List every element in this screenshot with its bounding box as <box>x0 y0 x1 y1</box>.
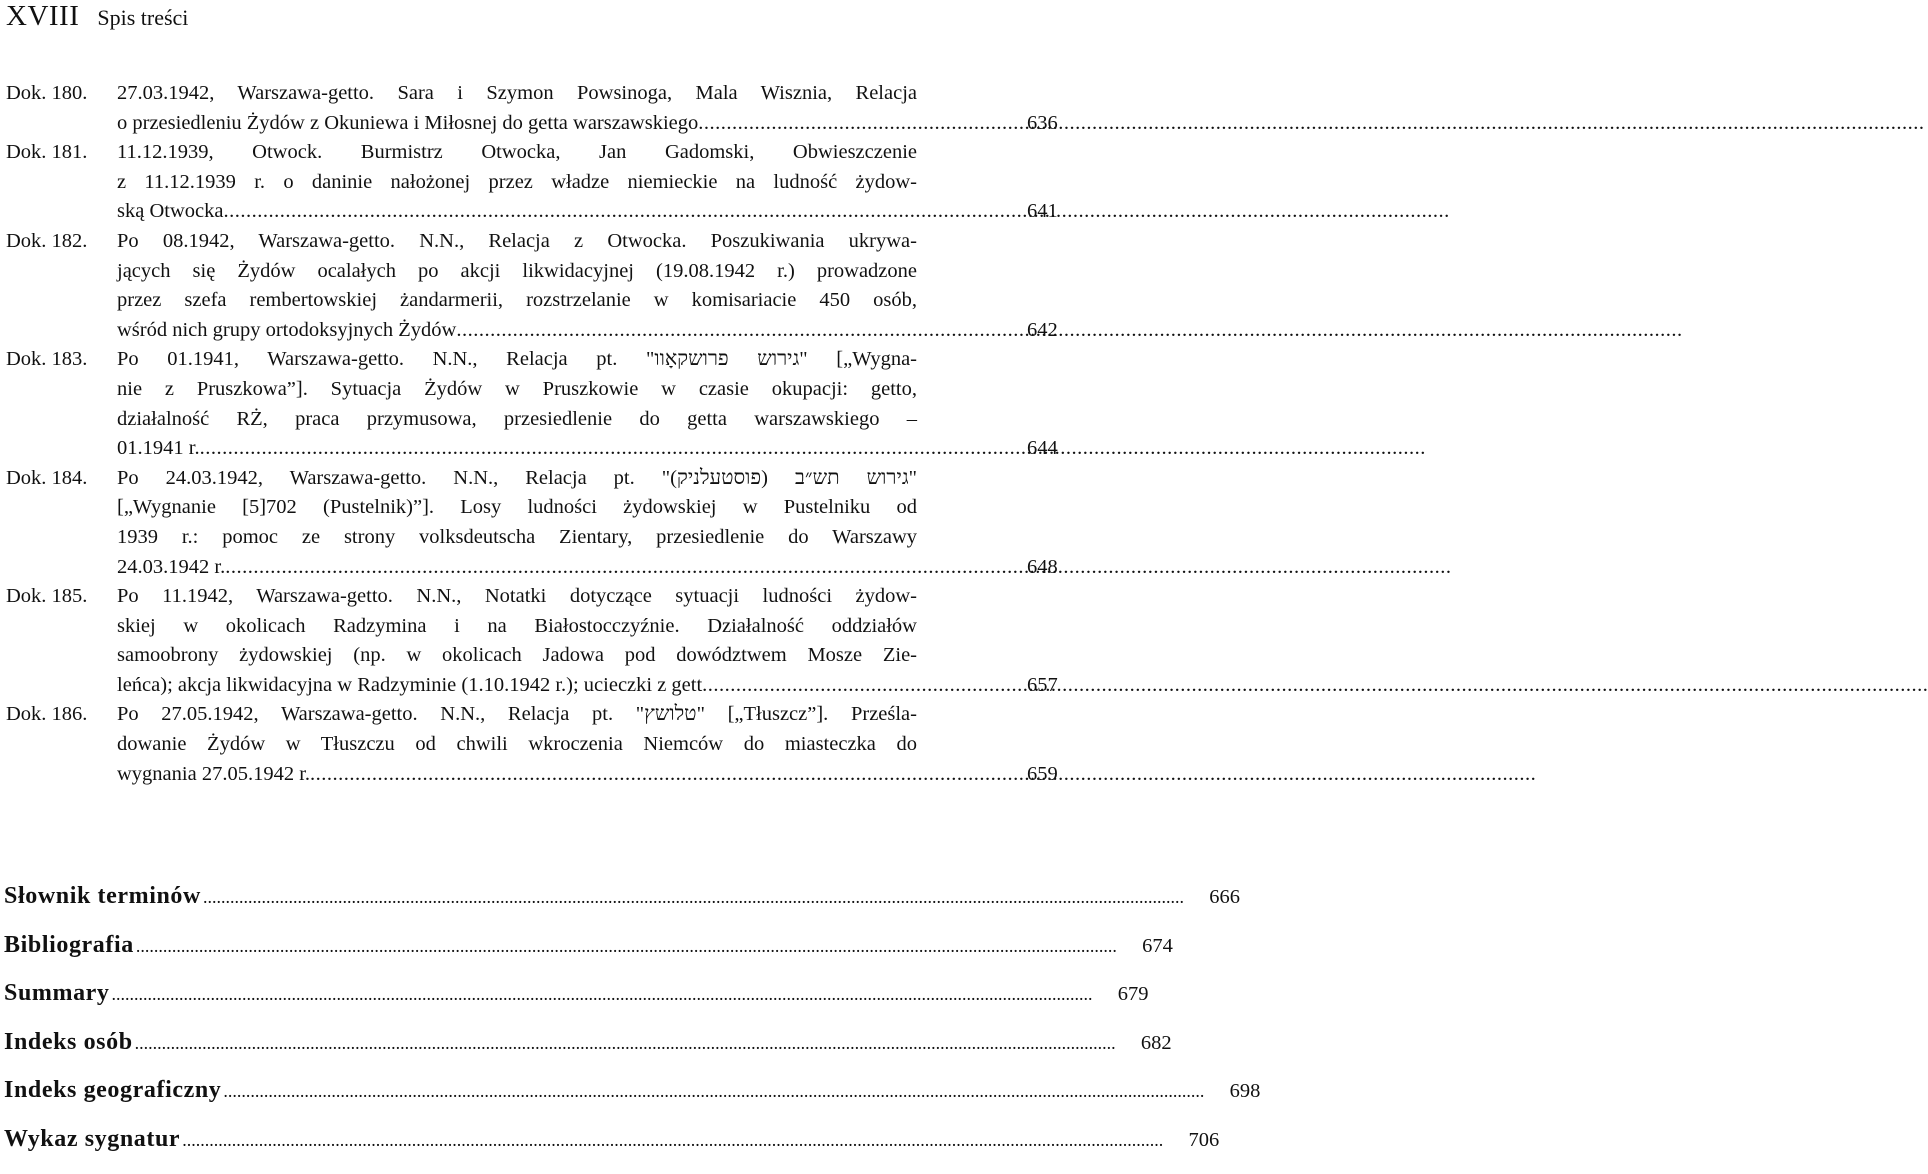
entry-line: nie z Pruszkowa”]. Sytuacja Żydów w Pruszkowie w czasie okupacji: getto, <box>117 375 917 405</box>
entry-number: Dok. 180. <box>6 79 117 138</box>
entry-page-number: 642 <box>1027 316 1058 346</box>
entry-line-text: ską Otwocka <box>117 197 223 227</box>
entry-line: działalność RŻ, praca przymusowa, przesiedlenie do getta warszawskiego – <box>117 405 917 435</box>
entry-description <box>117 79 917 138</box>
toc-entry[interactable] <box>6 582 960 700</box>
entry-description <box>117 138 917 227</box>
dot-leader <box>223 1081 1204 1102</box>
entry-line-text: 24.03.1942 r. <box>117 553 225 583</box>
entry-line: 11.12.1939, Otwock. Burmistrz Otwocka, Jan Gadomski, Obwieszczenie <box>117 138 917 168</box>
section-title: Indeks geograficzny <box>4 1077 221 1104</box>
toc-section[interactable] <box>4 980 960 1029</box>
entry-line <box>117 109 917 139</box>
dot-leader <box>112 984 1093 1005</box>
dot-leader <box>223 197 1449 227</box>
section-title: Bibliografia <box>4 932 134 959</box>
entry-number: Dok. 181. <box>6 138 117 227</box>
entry-line-text: 01.1941 r. <box>117 434 200 464</box>
toc-section[interactable] <box>4 1077 960 1126</box>
dot-leader <box>310 760 1536 790</box>
toc-section[interactable] <box>4 883 960 932</box>
entry-line <box>117 434 917 464</box>
entry-line: Po 27.05.1942, Warszawa-getto. N.N., Relacja pt. "טלושץ" [„Tłuszcz”]. Prześla- <box>117 700 917 730</box>
entry-description <box>117 700 917 789</box>
entry-description <box>117 464 917 582</box>
entry-number: Dok. 184. <box>6 464 117 582</box>
section-page-number: 706 <box>1173 1129 1219 1152</box>
entry-description <box>117 345 917 463</box>
entry-number: Dok. 185. <box>6 582 117 700</box>
dot-leader <box>182 1130 1163 1151</box>
entry-line <box>117 553 917 583</box>
entry-line <box>117 760 917 790</box>
section-title: Summary <box>4 980 110 1007</box>
toc-entry[interactable] <box>6 138 960 227</box>
page-header <box>6 0 188 40</box>
section-title: Wykaz sygnatur <box>4 1126 180 1153</box>
toc-entry[interactable] <box>6 79 960 138</box>
toc-entry[interactable] <box>6 700 960 789</box>
dot-leader <box>225 553 1451 583</box>
entry-description <box>117 582 917 700</box>
entry-line: Po 01.1941, Warszawa-getto. N.N., Relacja pt. "גירוש פרושקאָוו" [„Wygna- <box>117 345 917 375</box>
entry-page-number: 641 <box>1027 197 1058 227</box>
section-title: Indeks osób <box>4 1029 133 1056</box>
toc-section[interactable] <box>4 1126 960 1174</box>
entry-line-text: wśród nich grupy ortodoksyjnych Żydów <box>117 316 456 346</box>
entry-line: Po 11.1942, Warszawa-getto. N.N., Notatki dotyczące sytuacji ludności żydow- <box>117 582 917 612</box>
entry-line: z 11.12.1939 r. o daninie nałożonej przez władze niemieckie na ludność żydow- <box>117 168 917 198</box>
entry-line: dowanie Żydów w Tłuszczu od chwili wkroczenia Niemców do miasteczka do <box>117 730 917 760</box>
dot-leader <box>698 109 1924 139</box>
toc-section[interactable] <box>4 1029 960 1078</box>
toc-entry[interactable] <box>6 345 960 463</box>
section-page-number: 679 <box>1103 983 1149 1006</box>
section-page-number: 682 <box>1126 1032 1172 1055</box>
dot-leader <box>136 936 1117 957</box>
section-title: Słownik terminów <box>4 883 201 910</box>
entry-page-number: 644 <box>1027 434 1058 464</box>
section-page-number: 674 <box>1127 935 1173 958</box>
dot-leader <box>702 671 1928 701</box>
toc-entry[interactable] <box>6 227 960 345</box>
entry-number: Dok. 182. <box>6 227 117 345</box>
dot-leader <box>135 1033 1116 1054</box>
document-entries-list <box>6 79 960 789</box>
entry-number: Dok. 183. <box>6 345 117 463</box>
toc-section[interactable] <box>4 932 960 981</box>
entry-line <box>117 316 917 346</box>
section-page-number: 666 <box>1194 886 1240 909</box>
entry-line-text: wygnania 27.05.1942 r. <box>117 760 310 790</box>
entry-page-number: 648 <box>1027 553 1058 583</box>
section-page-number: 698 <box>1214 1080 1260 1103</box>
page-number-roman: XVIII <box>6 0 79 33</box>
entry-line: przez szefa rembertowskiej żandarmerii, rozstrzelanie w komisariacie 450 osób, <box>117 286 917 316</box>
entry-line: Po 08.1942, Warszawa-getto. N.N., Relacja z Otwocka. Poszukiwania ukrywa- <box>117 227 917 257</box>
entry-line: Po 24.03.1942, Warszawa-getto. N.N., Relacja pt. "גירוש תש״ב (פוסטעלניק)" <box>117 464 917 494</box>
entry-number: Dok. 186. <box>6 700 117 789</box>
entry-line: 27.03.1942, Warszawa-getto. Sara i Szymon Powsinoga, Mala Wisznia, Relacja <box>117 79 917 109</box>
entry-line: 1939 r.: pomoc ze strony volksdeutscha Zientary, przesiedlenie do Warszawy <box>117 523 917 553</box>
entry-description <box>117 227 917 345</box>
entry-line: [„Wygnanie [5]702 (Pustelnik)”]. Losy ludności żydowskiej w Pustelniku od <box>117 493 917 523</box>
entry-line: samoobrony żydowskiej (np. w okolicach Jadowa pod dowództwem Mosze Zie- <box>117 641 917 671</box>
entry-line <box>117 671 917 701</box>
entry-line: jących się Żydów ocalałych po akcji likwidacyjnej (19.08.1942 r.) prowadzone <box>117 257 917 287</box>
dot-leader <box>456 316 1682 346</box>
entry-line-text: leńca); akcja likwidacyjna w Radzyminie (1.10.1942 r.); ucieczki z gett <box>117 671 702 701</box>
entry-page-number: 636 <box>1027 109 1058 139</box>
dot-leader <box>203 887 1184 908</box>
entry-page-number: 657 <box>1027 671 1058 701</box>
dot-leader <box>200 434 1426 464</box>
entry-line-text: o przesiedleniu Żydów z Okuniewa i Miłosnej do getta warszawskiego <box>117 109 698 139</box>
toc-entry[interactable] <box>6 464 960 582</box>
entry-line: skiej w okolicach Radzymina i na Białostocczyźnie. Działalność oddziałów <box>117 612 917 642</box>
entry-page-number: 659 <box>1027 760 1058 790</box>
entry-line <box>117 197 917 227</box>
running-title: Spis treści <box>97 5 188 31</box>
back-matter-list <box>4 883 960 1174</box>
